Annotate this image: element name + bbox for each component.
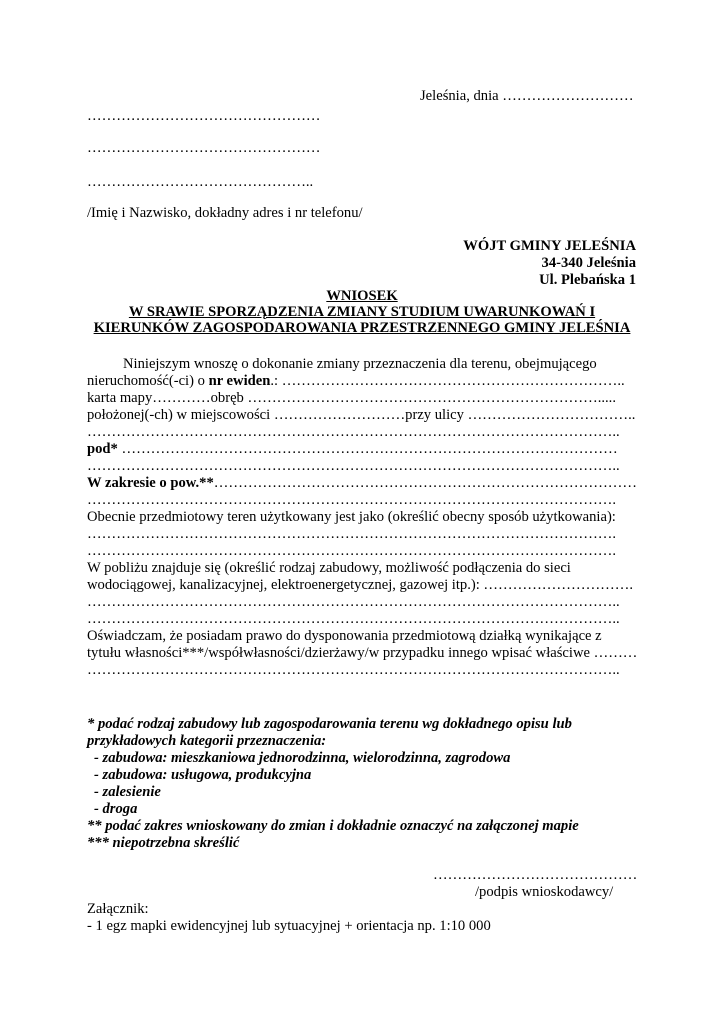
recipient-line-3: Ul. Plebańska 1 <box>539 272 636 288</box>
body-line-6 <box>87 441 618 458</box>
body-line-11: ………………………………………………………………………………………………. <box>87 526 617 542</box>
signature-label: /podpis wnioskodawcy/ <box>475 884 614 900</box>
body-line-2 <box>87 373 625 390</box>
note-2: przykładowych kategorii przeznaczenia: <box>87 733 327 749</box>
recipient-line-1: WÓJT GMINY JELEŚNIA <box>463 238 636 254</box>
body-line-1: Niniejszym wnoszę o dokonanie zmiany przeznaczenia dla terenu, obejmującego <box>123 356 597 372</box>
attachment-item: - 1 egz mapki ewidencyjnej lub sytuacyjnej + orientacja np. 1:10 000 <box>87 918 491 934</box>
body-line-17: Oświadczam, że posiadam prawo do dysponowania przedmiotową działką wynikające z <box>87 628 602 644</box>
body-line-16: ……………………………………………………………………………………………….. <box>87 611 620 627</box>
body-line-3: karta mapy…………obręb ………………………………………………………………..... <box>87 390 616 406</box>
attachment-heading: Załącznik: <box>87 901 149 917</box>
body-line-9: ………………………………………………………………………………………………. <box>87 492 617 508</box>
signature-dots: …………………………………… <box>433 867 638 883</box>
title-line-3: KIERUNKÓW ZAGOSPODAROWANIA PRZESTRZENNEGO GMINY JELEŚNIA <box>93 320 631 336</box>
title-line-2: W SRAWIE SPORZĄDZENIA ZMIANY STUDIUM UWARUNKOWAŃ I <box>128 304 596 320</box>
body-line-12: ………………………………………………………………………………………………. <box>87 543 617 559</box>
body-line-8 <box>87 475 637 492</box>
body-line-13: W pobliżu znajduje się (określić rodzaj zabudowy, możliwość podłączenia do sieci <box>87 560 571 576</box>
body-line-10: Obecnie przedmiotowy teren użytkowany jest jako (określić obecny sposób użytkowania): <box>87 509 616 525</box>
note-5: - zalesienie <box>94 784 161 800</box>
applicant-line-1: ………………………………………… <box>87 108 321 124</box>
title-wniosek: WNIOSEK <box>326 288 398 304</box>
body-line-15: ……………………………………………………………………………………………….. <box>87 594 620 610</box>
body-line-5: ……………………………………………………………………………………………….. <box>87 424 620 440</box>
area-dots: …………………………………………………………………………… <box>213 475 637 491</box>
note-6: - droga <box>94 801 138 817</box>
body-line-19: ……………………………………………………………………………………………….. <box>87 662 620 678</box>
area-label: W zakresie o pow.** <box>87 475 214 491</box>
note-8: *** niepotrzebna skreślić <box>87 835 240 851</box>
pod-dots: ………………………………………………………………………………………… <box>117 441 618 457</box>
pod-label: pod* <box>87 441 118 457</box>
body-line-18: tytułu własności***/współwłasności/dzierżawy/w przypadku innego wpisać właściwe ……… <box>87 645 638 661</box>
place-date: Jeleśnia, dnia ……………………… <box>420 88 634 104</box>
applicant-line-3: ……………………………………….. <box>87 174 314 190</box>
note-3: - zabudowa: mieszkaniowa jednorodzinna, wielorodzinna, zagrodowa <box>94 750 511 766</box>
note-4: - zabudowa: usługowa, produkcyjna <box>94 767 312 783</box>
applicant-caption: /Imię i Nazwisko, dokładny adres i nr telefonu/ <box>87 205 363 221</box>
note-7: ** podać zakres wnioskowany do zmian i dokładnie oznaczyć na załączonej mapie <box>87 818 579 834</box>
body-line-4: położonej(-ch) w miejscowości ………………………przy ulicy …………………………….. <box>87 407 636 423</box>
body-line-7: ……………………………………………………………………………………………….. <box>87 458 620 474</box>
recipient-line-2: 34-340 Jeleśnia <box>541 255 636 271</box>
body-line-2-dots: .: …………………………………………………………….. <box>270 373 625 389</box>
applicant-line-2: ………………………………………… <box>87 140 321 156</box>
nr-ewiden-label: nr ewiden <box>208 373 271 389</box>
note-1: * podać rodzaj zabudowy lub zagospodarowania terenu wg dokładnego opisu lub <box>87 716 572 732</box>
body-line-2-text: nieruchomość(-ci) o <box>87 373 209 389</box>
body-line-14: wodociągowej, kanalizacyjnej, elektroenergetycznej, gazowej itp.): …………………………. <box>87 577 634 593</box>
